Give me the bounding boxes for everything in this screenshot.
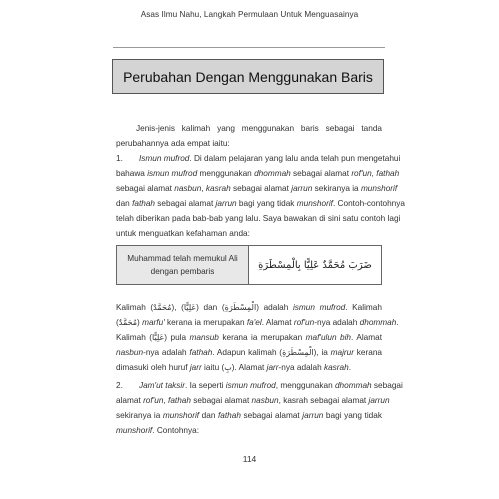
example-translation-line: dengan pembaris xyxy=(150,267,215,276)
item-1-line: sebagai alamat nasbun, kasrah sebagai alamat jarrun sekiranya ia munshorif xyxy=(116,184,398,193)
intro-line: Jenis-jenis kalimah yang menggunakan baris sebagai tanda xyxy=(136,124,382,133)
example-translation-line: Muhammad telah memukul Ali xyxy=(127,254,238,263)
explanation-paragraph xyxy=(116,300,399,375)
explanation-line: Kalimah (عَلِيًّا) pula mansub kerana ia merupakan maf'ulun bih. Alamat xyxy=(116,333,382,342)
header-rule xyxy=(113,47,385,48)
intro-paragraph xyxy=(116,121,382,151)
explanation-line: nasbun-nya adalah fathah. Adapun kalimah (الْمِسْطَرَةِ), ia majrur kerana xyxy=(116,348,382,357)
example-table xyxy=(116,245,382,285)
item-1-paragraph xyxy=(116,151,405,241)
explanation-line: dimasuki oleh huruf jarr iaitu (بِ). Alamat jarr-nya adalah kasrah. xyxy=(116,363,352,372)
item-1-line: bahawa ismun mufrod menggunakan dhommah sebagai alamat rof'un, fathah xyxy=(116,169,400,178)
page-number: 114 xyxy=(242,454,257,464)
item-2-line: alamat rof'un, fathah sebagai alamat nasbun, kasrah sebagai alamat jarrun xyxy=(116,396,390,405)
example-arabic-sentence: ضَرَبَ مُحَمَّدٌ عَلِيًّا بِالْمِسْطَرَةِ xyxy=(258,259,372,271)
item-1-line: 1. Ismun mufrod. Di dalam pelajaran yang lalu anda telah pun mengetahui xyxy=(116,154,401,163)
running-title: Asas Ilmu Nahu, Langkah Permulaan Untuk Menguasainya xyxy=(140,10,359,19)
item-2-line: sekiranya ia munshorif dan fathah sebagai alamat jarrun bagi yang tidak xyxy=(116,411,382,420)
section-title: Perubahan Dengan Menggunakan Baris xyxy=(123,68,373,85)
intro-line: perubahannya ada empat iaitu: xyxy=(116,139,230,148)
example-translation-cell xyxy=(117,246,249,284)
item-2-paragraph xyxy=(116,378,403,438)
item-1-line: telah diberikan pada bab-bab yang lalu. Saya bawakan di sini satu contoh lagi xyxy=(116,214,401,223)
explanation-line: (مُحَمَّدٌ) marfu' kerana ia merupakan fa'el. Alamat rof'un-nya adalah dhommah. xyxy=(116,318,399,327)
section-title-bar xyxy=(112,59,384,94)
item-2-line: 2. Jam'ut taksir. Ia seperti ismun mufrod, menggunakan dhommah sebagai xyxy=(116,381,403,390)
item-1-line: untuk menguatkan kefahaman anda: xyxy=(116,229,250,238)
explanation-line: Kalimah (مُحَمَّدٌ), (عَلِيًّا) dan (الْمِسْطَرَةِ) adalah ismun mufrod. Kalimah xyxy=(116,303,382,312)
item-1-line: dan fathah sebagai alamat jarrun bagi yang tidak munshorif. Contoh-contohnya xyxy=(116,199,405,208)
example-arabic-cell xyxy=(249,246,381,284)
item-2-line: munshorif. Contohnya: xyxy=(116,426,200,435)
